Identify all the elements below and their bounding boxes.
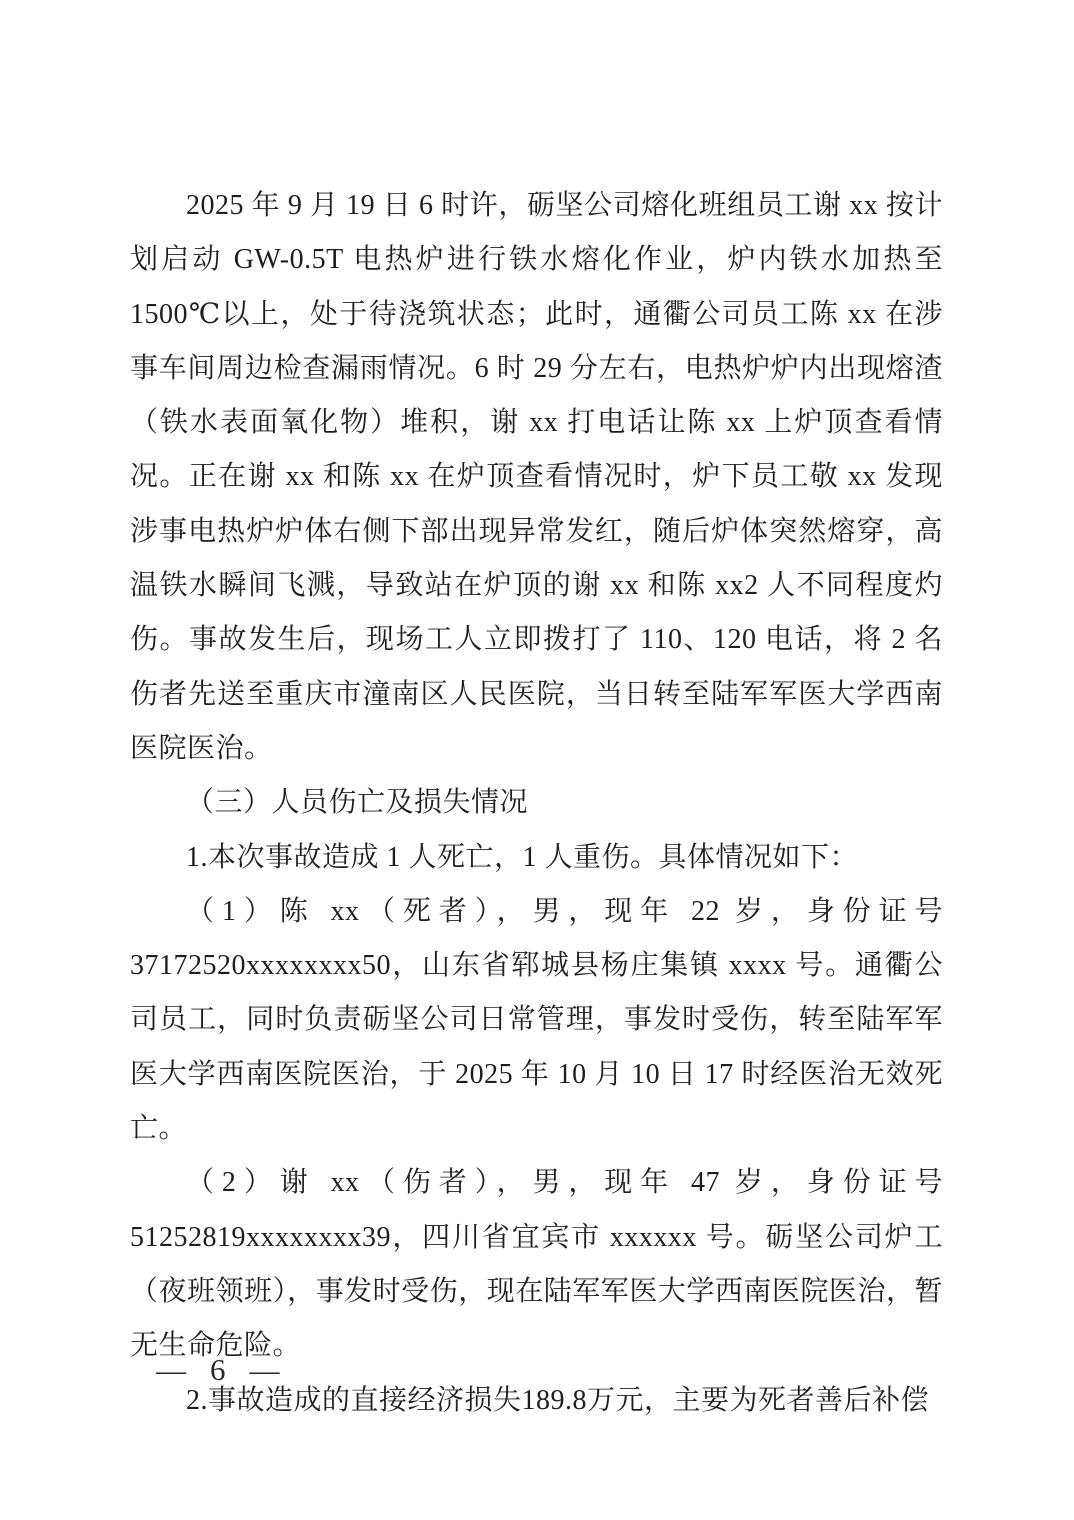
paragraph-injured-info: （2）谢 xx（伤者），男，现年 47 岁，身份证号 51252819xxxxxxxx39，四川省宜宾市 xxxxxx 号。砺坚公司炉工（夜班领班），事发时受伤，现在陆军军医大学西南医院医治，暂无生命危险。 bbox=[130, 1167, 943, 1362]
paragraph-deceased-info: （1）陈 xx（死者），男，现年 22 岁，身份证号 37172520xxxxxxxx50，山东省郓城县杨庄集镇 xxxx 号。通衢公司员工，同时负责砺坚公司日常管理，事发时受伤，转至陆军军医大学西南医院医治，于 2025 年 10 月 10 日 17 时经医治无效死亡。 bbox=[130, 895, 943, 1145]
page-number: 6 bbox=[210, 1352, 226, 1387]
footer-left-dash: — bbox=[156, 1354, 186, 1387]
section-heading-casualty-loss: （三）人员伤亡及损失情况 bbox=[186, 787, 529, 819]
footer-right-dash: — bbox=[249, 1354, 280, 1387]
paragraph-casualty-summary: 1.本次事故造成 1 人死亡，1 人重伤。具体情况如下： bbox=[186, 841, 859, 873]
report-text-block bbox=[130, 179, 943, 1428]
paragraph-economic-loss: 2.事故造成的直接经济损失189.8万元，主要为死者善后补偿 bbox=[186, 1384, 930, 1416]
paragraph-accident-sequence: 2025 年 9 月 19 日 6 时许，砺坚公司熔化班组员工谢 xx 按计划启动 GW-0.5T 电热炉进行铁水熔化作业，炉内铁水加热至 1500℃以上，处于待浇筑状态；此时，通衢公司员工陈 xx 在涉事车间周边检查漏雨情况。6 时 29 分左右，电热炉炉内出现熔渣（铁水表面氧化物）堆积，谢 xx 打电话让陈 xx 上炉顶查看情况。正在谢 xx 和陈 xx 在炉顶查看情况时，炉下员工敬 xx 发现涉事电热炉炉体右侧下部出现异常发红，随后炉体突然熔穿，高温铁水瞬间飞溅，导致站在炉顶的谢 xx 和陈 xx2 人不同程度灼伤。事故发生后，现场工人立即拨打了 110、120 电话，将 2 名伤者先送至重庆市潼南区人民医院，当日转至陆军军医大学西南医院医治。 bbox=[130, 190, 943, 764]
page-footer bbox=[156, 1352, 280, 1389]
